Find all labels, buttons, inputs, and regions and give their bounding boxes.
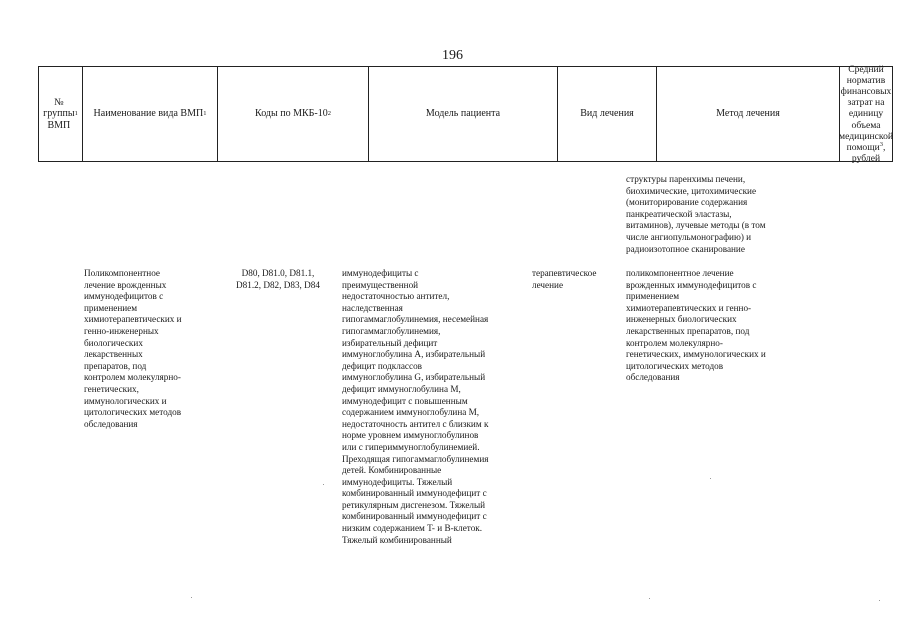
header-average-cost-label: Средний норматив финансовых затрат на единицу объема медицинской помощи$^3$, рублей bbox=[839, 63, 893, 165]
header-group-label: № группы ВМП bbox=[43, 96, 75, 131]
header-cell-treatment-method bbox=[657, 67, 840, 161]
page-number: 196 bbox=[442, 48, 463, 63]
header-cell-treatment-type bbox=[558, 67, 657, 161]
row-treatment-type: терапевтическое лечение bbox=[532, 268, 597, 290]
scan-speck bbox=[710, 478, 711, 479]
header-icd-codes-label: Коды по МКБ-10 bbox=[255, 108, 328, 120]
header-cell-icd-codes: Коды по МКБ-10 2 bbox=[218, 67, 369, 161]
header-vmp-name-label: Наименование вида ВМП bbox=[93, 108, 204, 120]
row-vmp-name: Поликомпонентное лечение врожденных иммунодефицитов с применением химиотерапевтических и генно-инженерных биологических лекарственных препаратов, под контролем молекулярно- генетических, иммунологических и цитологических методов обследования bbox=[84, 268, 182, 429]
scan-speck bbox=[649, 598, 650, 599]
header-cell-average-cost bbox=[839, 63, 893, 165]
header-cell-group-number: № группы ВМП 1 bbox=[39, 67, 83, 161]
row-icd-codes: D80, D81.0, D81.1, D81.2, D82, D83, D84 bbox=[236, 268, 320, 290]
header-cell-vmp-name: Наименование вида ВМП 1 bbox=[83, 67, 218, 161]
row-patient-model: иммунодефициты с преимущественной недостаточностью антител, наследственная гипогаммаглобулинемия, несемейная гипогаммаглобулинемия, избирательный дефицит иммуноглобулина A, избирательный дефицит подклассов иммуноглобулина G, избирательный дефицит иммуноглобулина M, иммунодефицит с повышенным содержанием иммуноглобулина M, недостаточность антител с близким к норме уровнем иммуноглобулинов или с гипериммуноглобулинемией. Преходящая гипогаммаглобулинемия детей. Комбинированные иммунодефициты. Тяжелый комбинированный иммунодефицит с ретикулярным дисгенезом. Тяжелый комбинированный иммунодефицит с низким содержанием T- и B-клеток. Тяжелый комбинированный bbox=[342, 268, 489, 545]
table-header bbox=[38, 63, 893, 165]
scan-speck bbox=[323, 484, 324, 485]
header-treatment-type-label: Вид лечения bbox=[580, 108, 634, 120]
row-treatment-method: поликомпонентное лечение врожденных иммунодефицитов с применением химиотерапевтических и генно- инженерных биологических лекарственных препаратов, под контролем молекулярно- генетических, иммунологических и цитологических методов обследования bbox=[626, 268, 766, 383]
header-cell-patient-model bbox=[369, 67, 558, 161]
header-patient-model-label: Модель пациента bbox=[425, 108, 501, 120]
continuation-method-text: структуры паренхимы печени, биохимические, цитохимические (мониторирование содержания панкреатической эластазы, витаминов), лучевые методы (в том числе ангиопульмонографию) и радиоизотопное сканирование bbox=[626, 174, 766, 254]
scan-speck bbox=[879, 600, 880, 601]
header-treatment-method-label: Метод лечения bbox=[716, 108, 780, 120]
scan-speck bbox=[191, 597, 192, 598]
